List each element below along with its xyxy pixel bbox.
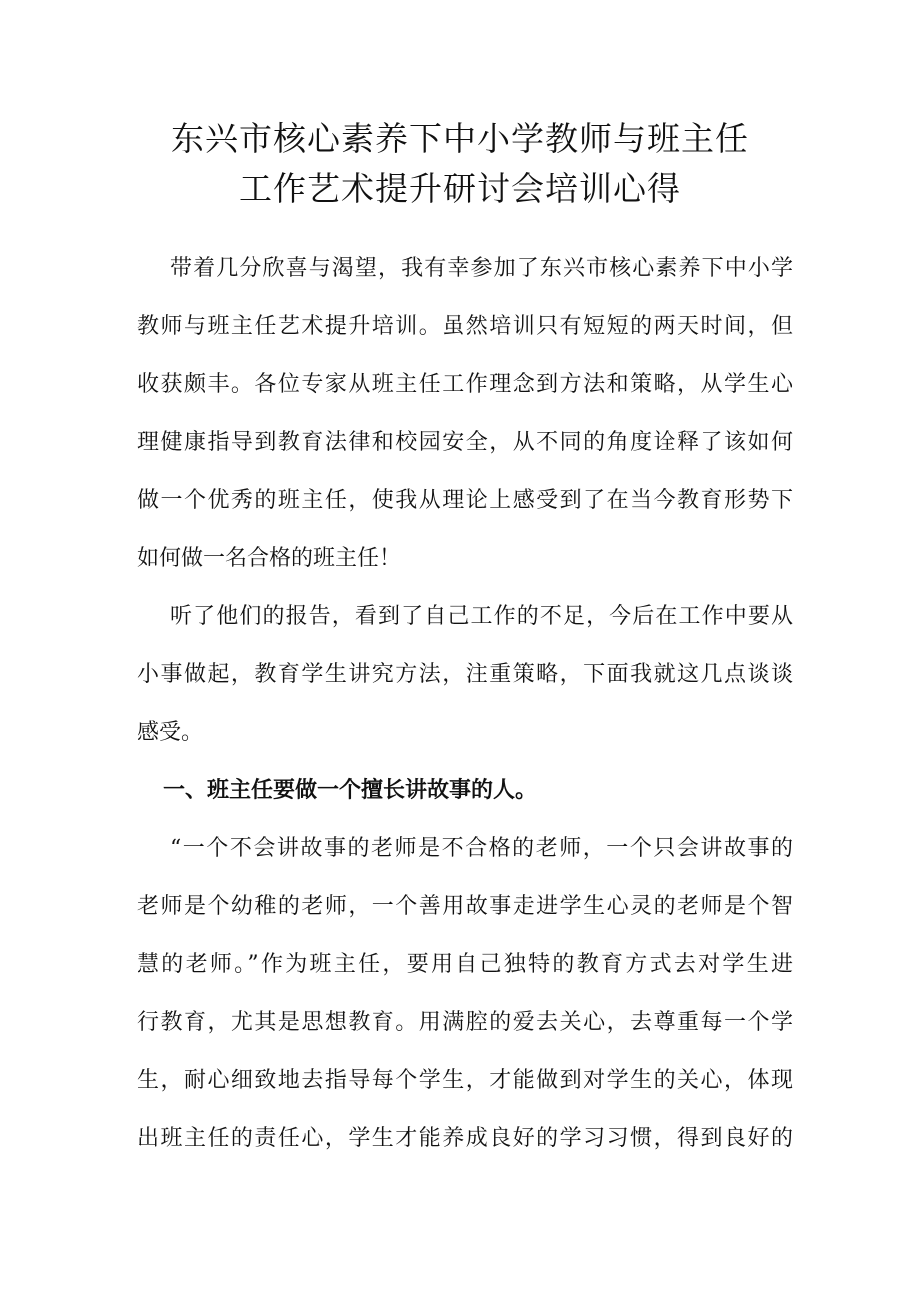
paragraph-line: “一个不会讲故事的老师是不合格的老师，一个只会讲故事的 bbox=[170, 836, 793, 861]
document-title-line-1: 东兴市核心素养下中小学教师与班主任 bbox=[171, 119, 749, 158]
paragraph-line: 出班主任的责任心，学生才能养成良好的学习习惯，得到良好的 bbox=[137, 1126, 793, 1151]
section-1-heading: 一、班主任要做一个擅长讲故事的人。 bbox=[163, 778, 538, 803]
paragraph-line: 听了他们的报告，看到了自己工作的不足，今后在工作中要从 bbox=[170, 604, 793, 629]
paragraph-line: 教师与班主任艺术提升培训。虽然培训只有短短的两天时间，但 bbox=[137, 314, 793, 339]
paragraph-line: 感受。 bbox=[137, 720, 204, 745]
paragraph-line: 如何做一名合格的班主任！ bbox=[137, 546, 402, 571]
paragraph-line: 收获颇丰。各位专家从班主任工作理念到方法和策略，从学生心 bbox=[137, 372, 793, 397]
document-title-line-2: 工作艺术提升研讨会培训心得 bbox=[239, 169, 681, 208]
paragraph-line: 做一个优秀的班主任，使我从理论上感受到了在当今教育形势下 bbox=[137, 488, 793, 513]
paragraph-line: 慧的老师。”作为班主任，要用自己独特的教育方式去对学生进 bbox=[137, 952, 793, 977]
paragraph-line: 带着几分欣喜与渴望，我有幸参加了东兴市核心素养下中小学 bbox=[170, 256, 793, 281]
paragraph-line: 理健康指导到教育法律和校园安全，从不同的角度诠释了该如何 bbox=[137, 430, 793, 455]
paragraph-line: 老师是个幼稚的老师，一个善用故事走进学生心灵的老师是个智 bbox=[137, 894, 793, 919]
paragraph-line: 生，耐心细致地去指导每个学生，才能做到对学生的关心，体现 bbox=[137, 1068, 793, 1093]
paragraph-line: 行教育，尤其是思想教育。用满腔的爱去关心，去尊重每一个学 bbox=[137, 1010, 793, 1035]
paragraph-line: 小事做起，教育学生讲究方法，注重策略，下面我就这几点谈谈 bbox=[137, 662, 793, 687]
